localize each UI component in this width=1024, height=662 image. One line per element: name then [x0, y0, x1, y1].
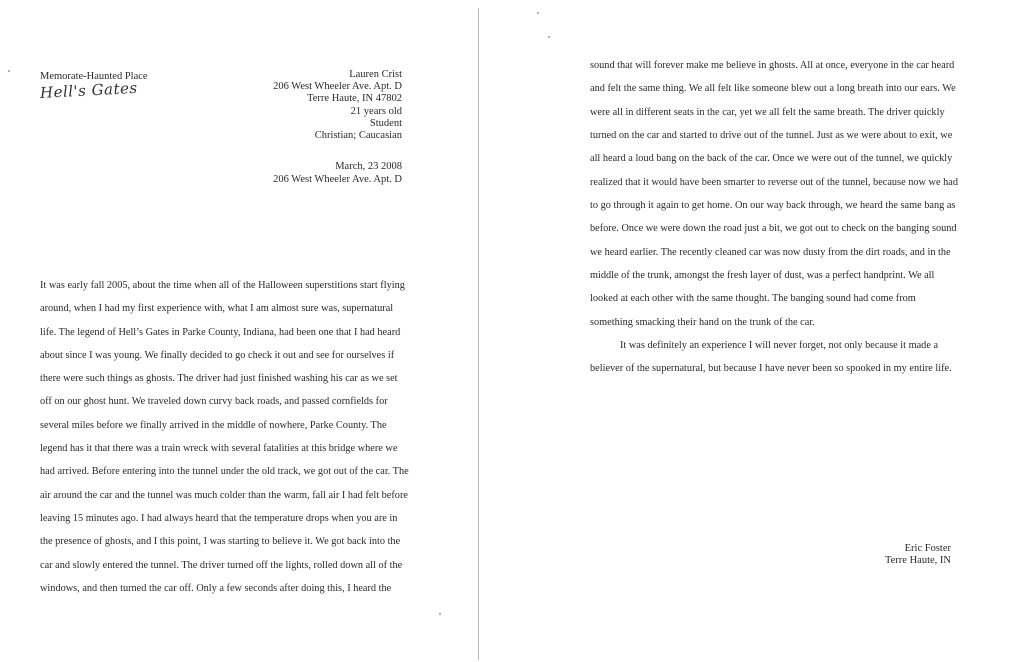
body-line: around, when I had my first experience with, what I am almost sure was, supernatural: [40, 303, 394, 315]
body-line: were all in different seats in the car, yet we all felt the same breath. The driver quickly: [590, 106, 945, 118]
body-line: all heard a loud bang on the back of the car. Once we were out of the tunnel, we quickly: [590, 153, 953, 165]
informant-address-line2: Terre Haute, IN 47802: [307, 93, 402, 105]
collector-location: Terre Haute, IN: [884, 555, 951, 567]
body-line: car and slowly entered the tunnel. The driver turned off the lights, rolled down all of the: [40, 559, 403, 571]
body-line: realized that it would have been smarter to reverse out of the tunnel, because now we had: [590, 176, 958, 188]
left-page-body: [40, 279, 440, 605]
scan-speck: [537, 12, 539, 14]
body-line: It was early fall 2005, about the time when all of the Halloween superstitions start flying: [40, 280, 405, 291]
closing-line: It was definitely an experience I will never forget, not only because it made a: [620, 340, 939, 352]
right-page-body: [590, 59, 970, 386]
informant-religion-ethnicity: Christian; Caucasian: [314, 130, 402, 142]
closing-line: believer of the supernatural, but because I have never been so spooked in my entire life.: [590, 363, 952, 375]
body-line: several miles before we finally arrived in the middle of nowhere, Parke County. The: [40, 419, 387, 431]
body-line: about since I was young. We finally decided to go check it out and see for ourselves if: [40, 349, 395, 361]
body-line: air around the car and the tunnel was much colder than the warm, fall air I had felt before: [40, 489, 408, 501]
body-line: life. The legend of Hell’s Gates in Parke County, Indiana, had been one that I had heard: [40, 326, 401, 338]
body-line: before. Once we were down the road just a bit, we got out to check on the banging sound: [590, 223, 957, 235]
informant-address-line1: 206 West Wheeler Ave. Apt. D: [273, 81, 402, 93]
scan-speck: [439, 613, 441, 615]
handwritten-title: Hell's Gates: [39, 78, 139, 102]
collector-signature: [850, 543, 951, 568]
body-line: looked at each other with the same thought. The banging sound had come from: [590, 293, 916, 305]
body-line: to go through it again to get home. On our way back through, we heard the same bang as: [590, 200, 956, 212]
body-line: middle of the trunk, amongst the fresh layer of dust, was a perfect handprint. We all: [590, 270, 935, 282]
body-line: we heard earlier. The recently cleaned car was now dusty from the dirt roads, and in the: [590, 246, 951, 258]
collector-name: Eric Foster: [904, 543, 951, 554]
body-line: turned on the car and started to drive out of the tunnel. Just as we were about to exit, we: [590, 130, 953, 142]
informant-age: 21 years old: [350, 105, 402, 117]
body-line: had arrived. Before entering into the tunnel under the old track, we got out of the car. The: [40, 466, 409, 478]
body-line: legend has it that there was a train wreck with several fatalities at this bridge where we: [40, 443, 398, 455]
body-line: sound that will forever make me believe in ghosts. All at once, everyone in the car heard: [590, 60, 955, 71]
scan-speck: [548, 36, 550, 38]
body-line: windows, and then turned the car off. Only a few seconds after doing this, I heard the: [40, 582, 392, 594]
body-line: off on our ghost hunt. We traveled down curvy back roads, and passed cornfields for: [40, 396, 388, 408]
body-line: leaving 15 minutes ago. I had always heard that the temperature drops when you are in: [40, 512, 398, 524]
informant-occupation: Student: [369, 117, 402, 129]
scan-speck: [8, 70, 10, 72]
body-line: something smacking their hand on the trunk of the car.: [590, 316, 815, 328]
informant-block: [250, 69, 402, 142]
collection-date: March, 23 2008: [335, 161, 402, 172]
body-line: the presence of ghosts, and I this point, I was starting to believe it. We got back into the: [40, 536, 401, 548]
collection-location: 206 West Wheeler Ave. Apt. D: [273, 173, 402, 185]
genre-label: Memorate-Haunted Place: [40, 71, 148, 82]
body-line: and felt the same thing. We all felt like someone blew out a long breath into our ears. We: [590, 83, 956, 95]
body-line: there were such things as ghosts. The driver had just finished washing his car as we set: [40, 373, 398, 385]
page-divider: [478, 8, 479, 660]
collection-info: [250, 161, 402, 186]
informant-name: Lauren Crist: [349, 69, 402, 80]
